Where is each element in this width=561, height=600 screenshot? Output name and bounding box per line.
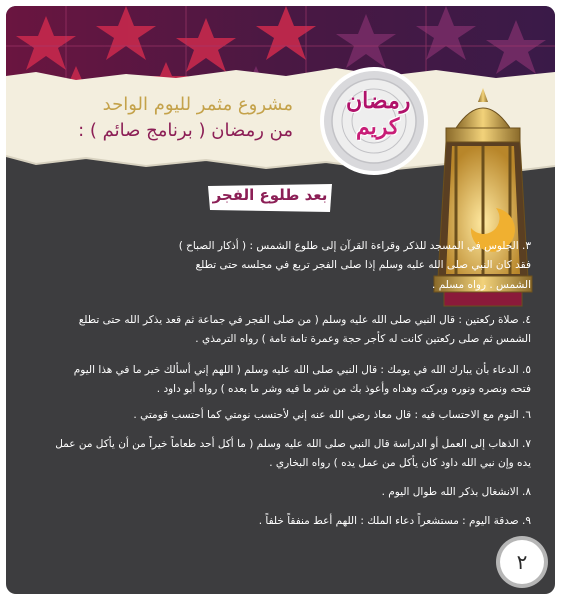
list-item: فتحه ونصره ونوره وبركته وهداه وأعوذ بك من شر ما فيه وشر ما بعده ) رواه أبو داود . [156, 383, 531, 395]
list-item: الشمس . رواه مسلم . [432, 279, 531, 291]
page-number: ٢ [500, 540, 544, 584]
list-item: ٧. الذهاب إلى العمل أو الدراسة قال النبي صلى الله عليه وسلم ( ما أكل أحد طعاماً خيراً من أن يأكل من عمل [55, 438, 531, 450]
list-item: ٤. صلاة ركعتين : قال النبي صلى الله عليه وسلم ( من صلى الفجر في جماعة ثم قعد يذكر الله حتى تطلع [78, 314, 531, 326]
page-title: مشروع مثمر لليوم الواحد [102, 94, 293, 115]
page-card [6, 6, 555, 594]
ramadan-logo-line1: رمضان [346, 88, 411, 114]
list-item: يده وإن نبي الله داود كان يأكل من عمل يده ) رواه البخاري . [269, 457, 531, 469]
list-item: ٣. الجلوس في المسجد للذكر وقراءة القرآن إلى طلوع الشمس : ( أذكار الصباح ) [178, 240, 531, 252]
page-subtitle: من رمضان ( برنامج صائم ) : [78, 120, 293, 141]
list-item: فقد كان النبي صلى الله عليه وسلم إذا صلى الفجر تربع في مجلسه حتى تطلع [195, 259, 531, 271]
list-item: ٦. النوم مع الاحتساب فيه : قال معاذ رضي الله عنه إني لأحتسب نومتي كما أحتسب قومتي . [133, 409, 531, 421]
list-item: الشمس ثم صلى ركعتين كانت له كأجر حجة وعمرة تامة تامة ) رواه الترمذي . [195, 333, 531, 345]
list-item: ٥. الدعاء بأن يبارك الله في يومك : قال النبي صلى الله عليه وسلم ( اللهم إني أسألك خير ما في هذا اليوم [73, 364, 531, 376]
list-item: ٩. صدقة اليوم : مستشعراً دعاء الملك : اللهم أعط منفقاً خلفاً . [258, 515, 531, 527]
section-label: بعد طلوع الفجر [212, 186, 328, 204]
ramadan-logo-line2: كريم [356, 114, 400, 140]
list-item: ٨. الانشغال بذكر الله طوال اليوم . [381, 486, 531, 498]
